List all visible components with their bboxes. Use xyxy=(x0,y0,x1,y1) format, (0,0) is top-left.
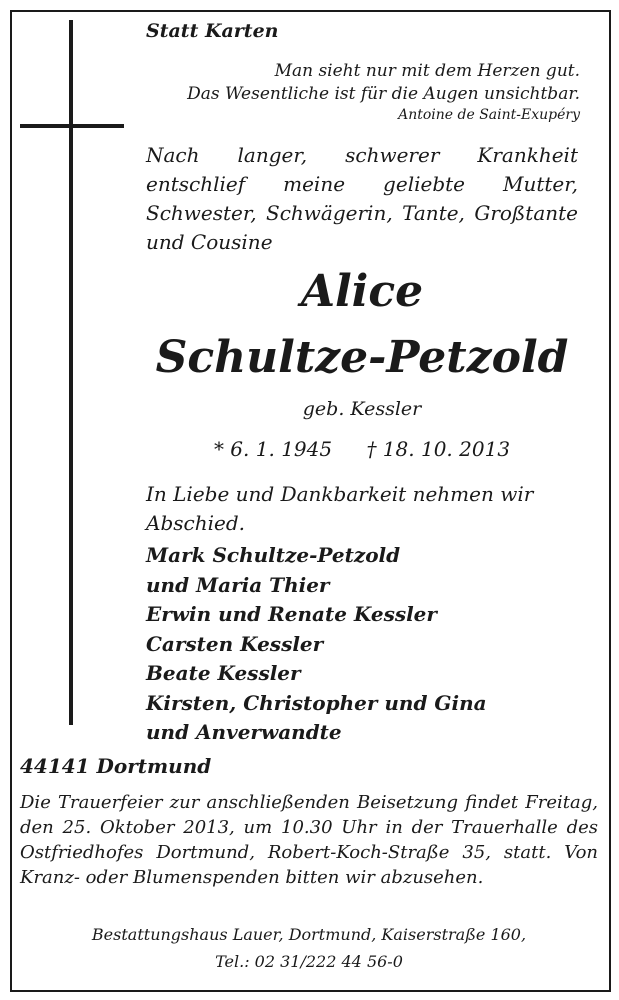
header-text: Statt Karten xyxy=(146,20,279,42)
mourner-line: Mark Schultze-Petzold xyxy=(146,543,401,567)
deceased-last-name: Schultze-Petzold xyxy=(155,332,569,383)
quote-line-2: Das Wesentliche ist für die Augen unsichtbar. xyxy=(187,84,580,104)
life-dates xyxy=(146,437,578,461)
intro-text: Nach langer, schwerer Krankheit entschlief meine geliebte Mutter, Schwester, Schwägerin, Tante, Großtante und Cousine xyxy=(146,143,578,254)
mourner-line: Carsten Kessler xyxy=(146,631,324,656)
funeral-home-line-1: Bestattungshaus Lauer, Dortmund, Kaiserstraße 160, xyxy=(91,925,527,944)
deceased-first-name: Alice xyxy=(300,266,424,317)
cross-icon-horizontal xyxy=(20,124,124,128)
quote-line-1: Man sieht nur mit dem Herzen gut. xyxy=(274,61,580,81)
mourner-line: Beate Kessler xyxy=(146,661,301,685)
mourner-line: Erwin und Renate Kessler xyxy=(146,602,437,626)
birth-name: geb. Kessler xyxy=(302,398,422,420)
birth-date: * 6. 1. 1945 xyxy=(213,437,333,461)
mourner-line: und Maria Thier xyxy=(146,572,330,597)
thanks-text: In Liebe und Dankbarkeit nehmen wir Abschied. xyxy=(146,482,534,535)
funeral-home-line-2: Tel.: 02 31/222 44 56-0 xyxy=(215,952,403,971)
city-text: 44141 Dortmund xyxy=(20,754,212,778)
mourner-line: und Anverwandte xyxy=(146,720,342,744)
death-date: † 18. 10. 2013 xyxy=(366,437,511,461)
quote-author: Antoine de Saint-Exupéry xyxy=(398,107,580,123)
mourners-list xyxy=(146,541,487,748)
service-text: Die Trauerfeier zur anschließenden Beisetzung findet Freitag, den 25. Oktober 2013, um 10.30 Uhr in der Trauerhalle des Ostfriedhofes Dortmund, Robert-Koch-Straße 35, statt. Von Kranz- oder Blumenspenden bitten wir abzusehen. xyxy=(20,792,598,888)
mourner-line: Kirsten, Christopher und Gina xyxy=(146,690,487,715)
